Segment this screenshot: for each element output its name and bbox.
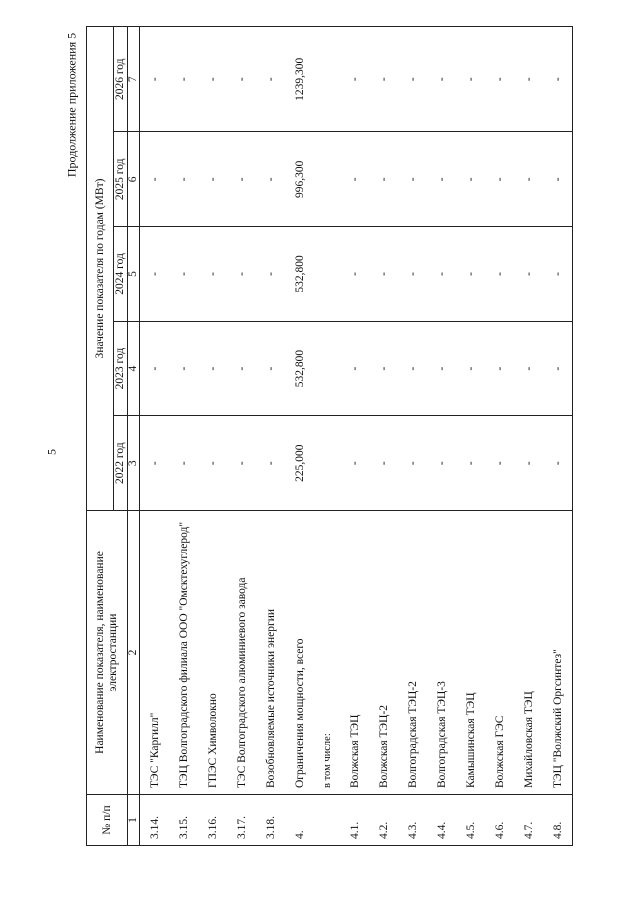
row-value: - <box>140 132 170 227</box>
row-number <box>314 795 340 846</box>
row-value: - <box>140 27 170 133</box>
header-col-number: 2 <box>128 511 140 795</box>
table-row <box>427 27 456 846</box>
row-value: 532,800 <box>285 321 314 416</box>
row-name: Волжская ГЭС <box>485 511 514 795</box>
row-value: - <box>140 227 170 322</box>
row-value: - <box>398 321 427 416</box>
row-number: 4.2. <box>369 795 398 846</box>
row-value: - <box>256 27 285 133</box>
table-row <box>256 27 285 846</box>
row-value: - <box>398 227 427 322</box>
row-name: ТЭС "Каргилл" <box>140 511 170 795</box>
table-row <box>543 27 573 846</box>
row-value: - <box>485 27 514 133</box>
row-name: ТЭС Волгоградского алюминиевого завода <box>227 511 256 795</box>
row-name: ТЭЦ "Волжский Оргсинтез" <box>543 511 573 795</box>
header-col-no: № п/п <box>87 795 128 846</box>
row-value: - <box>369 132 398 227</box>
row-number: 3.16. <box>198 795 227 846</box>
table-row <box>456 27 485 846</box>
row-value: - <box>427 227 456 322</box>
row-value: - <box>169 227 198 322</box>
row-value: - <box>456 27 485 133</box>
row-value: - <box>369 27 398 133</box>
header-year: 2024 год <box>114 227 128 322</box>
header-col-number: 1 <box>128 795 140 846</box>
row-name: Волгоградская ТЭЦ-2 <box>398 511 427 795</box>
row-value <box>314 132 340 227</box>
row-name: Волжская ТЭЦ <box>340 511 369 795</box>
row-value: - <box>140 321 170 416</box>
row-value: - <box>398 27 427 133</box>
row-value: - <box>256 132 285 227</box>
row-value: - <box>543 321 573 416</box>
row-number: 4.7. <box>514 795 543 846</box>
row-value <box>314 27 340 133</box>
row-value: - <box>340 27 369 133</box>
row-value: - <box>340 321 369 416</box>
row-value: - <box>169 27 198 133</box>
row-value: - <box>369 321 398 416</box>
row-value: - <box>227 321 256 416</box>
row-number: 4.5. <box>456 795 485 846</box>
header-col-number: 3 <box>128 416 140 511</box>
row-name: ТЭЦ Волгоградского филиала ООО "Омсктехуглерод" <box>169 511 198 795</box>
row-value: - <box>456 227 485 322</box>
row-value: - <box>198 416 227 511</box>
header-group-title: Значение показателя по годам (МВт) <box>87 27 114 511</box>
row-name: Возобновляемые источники энергии <box>256 511 285 795</box>
row-value: - <box>227 27 256 133</box>
table-row <box>340 27 369 846</box>
row-value: - <box>369 227 398 322</box>
row-value: - <box>427 321 456 416</box>
row-value: - <box>514 227 543 322</box>
row-value: - <box>256 321 285 416</box>
row-value: - <box>543 227 573 322</box>
row-value <box>314 321 340 416</box>
row-value: - <box>227 132 256 227</box>
table-row <box>227 27 256 846</box>
table-row <box>314 27 340 846</box>
appendix-continuation-note: Продолжение приложения 5 <box>64 32 79 178</box>
row-number: 3.18. <box>256 795 285 846</box>
header-col-name: Наименование показателя, наименование электростанции <box>87 511 128 795</box>
header-col-number: 6 <box>128 132 140 227</box>
row-value: 532,800 <box>285 227 314 322</box>
row-number: 3.14. <box>140 795 170 846</box>
row-number: 4. <box>285 795 314 846</box>
row-value <box>314 227 340 322</box>
row-number: 4.4. <box>427 795 456 846</box>
row-value: - <box>456 416 485 511</box>
row-value: - <box>198 27 227 133</box>
power-capacity-table <box>86 26 573 846</box>
row-value: - <box>169 321 198 416</box>
row-value: - <box>514 321 543 416</box>
row-value: - <box>485 416 514 511</box>
row-value: - <box>398 416 427 511</box>
row-value: 996,300 <box>285 132 314 227</box>
row-value: - <box>398 132 427 227</box>
table-row <box>285 27 314 846</box>
header-year: 2022 год <box>114 416 128 511</box>
row-value: - <box>340 132 369 227</box>
row-value: - <box>340 416 369 511</box>
row-value: - <box>514 416 543 511</box>
row-name: Волжская ТЭЦ-2 <box>369 511 398 795</box>
row-name: Волгоградская ТЭЦ-3 <box>427 511 456 795</box>
row-value: - <box>456 321 485 416</box>
row-number: 4.1. <box>340 795 369 846</box>
row-value: - <box>514 27 543 133</box>
row-value: - <box>369 416 398 511</box>
row-value <box>314 416 340 511</box>
row-value: - <box>543 132 573 227</box>
row-value: - <box>198 321 227 416</box>
table-row <box>198 27 227 846</box>
row-value: - <box>198 132 227 227</box>
row-value: - <box>256 227 285 322</box>
row-value: - <box>543 416 573 511</box>
row-value: - <box>485 132 514 227</box>
row-value: - <box>169 416 198 511</box>
table-row <box>140 27 170 846</box>
row-number: 4.6. <box>485 795 514 846</box>
table-row <box>369 27 398 846</box>
header-col-number: 5 <box>128 227 140 322</box>
row-number: 4.3. <box>398 795 427 846</box>
row-value: - <box>514 132 543 227</box>
header-year: 2026 год <box>114 27 128 133</box>
row-value: - <box>227 227 256 322</box>
table-body <box>140 27 573 846</box>
row-value: 225,000 <box>285 416 314 511</box>
row-number: 4.8. <box>543 795 573 846</box>
row-value: - <box>198 227 227 322</box>
page-number: 5 <box>44 449 59 455</box>
table-row <box>514 27 543 846</box>
row-value: - <box>427 132 456 227</box>
table-row <box>398 27 427 846</box>
row-value: 1239,300 <box>285 27 314 133</box>
table-row <box>485 27 514 846</box>
row-value: - <box>543 27 573 133</box>
row-value: - <box>456 132 485 227</box>
row-name: Камышинская ТЭЦ <box>456 511 485 795</box>
row-value: - <box>427 416 456 511</box>
row-name: в том числе: <box>314 511 340 795</box>
row-value: - <box>256 416 285 511</box>
row-name: ГПЭС Химволокно <box>198 511 227 795</box>
header-col-number: 4 <box>128 321 140 416</box>
row-value: - <box>427 27 456 133</box>
row-value: - <box>227 416 256 511</box>
table-row <box>169 27 198 846</box>
row-name: Ограничения мощности, всего <box>285 511 314 795</box>
row-value: - <box>169 132 198 227</box>
row-value: - <box>485 227 514 322</box>
row-number: 3.15. <box>169 795 198 846</box>
row-value: - <box>340 227 369 322</box>
row-value: - <box>140 416 170 511</box>
row-name: Михайловская ТЭЦ <box>514 511 543 795</box>
header-col-number: 7 <box>128 27 140 133</box>
header-year: 2025 год <box>114 132 128 227</box>
row-value: - <box>485 321 514 416</box>
header-year: 2023 год <box>114 321 128 416</box>
row-number: 3.17. <box>227 795 256 846</box>
